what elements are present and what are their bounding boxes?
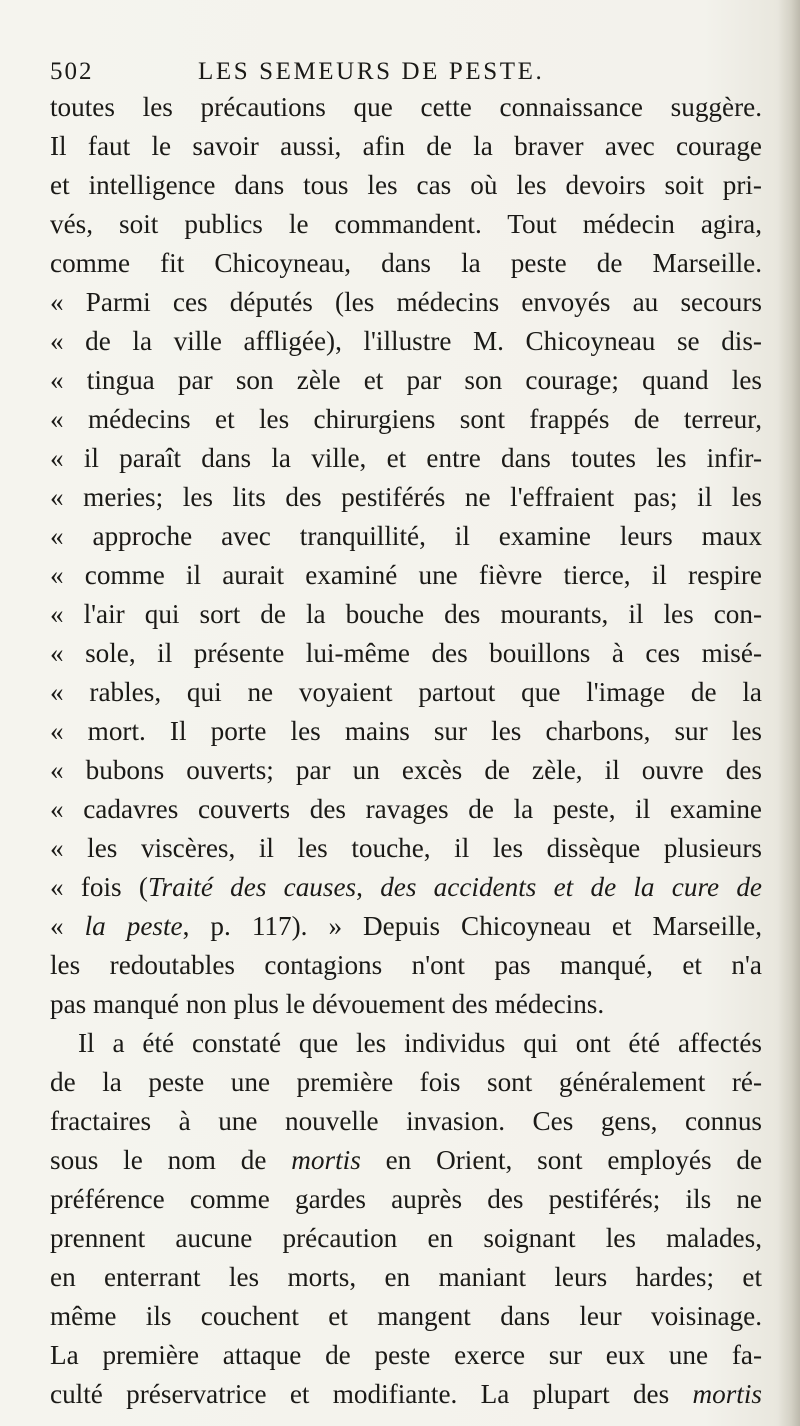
- quote-line: « meries; les lits des pestiférés ne l'effraient pas; il les: [50, 482, 762, 512]
- quote-line: « bubons ouverts; par un excès de zèle, il ouvre des: [50, 755, 762, 785]
- text-line: et intelligence dans tous les cas où les devoirs soit pri-: [50, 170, 762, 200]
- text-line: [50, 1375, 762, 1414]
- citation-separator: ,: [356, 872, 381, 902]
- citation-prefix: «: [50, 911, 85, 941]
- text-line: prennent aucune précaution en soignant les malades,: [50, 1223, 762, 1253]
- quote-line: « de la ville affligée), l'illustre M. Chicoyneau se dis-: [50, 326, 762, 356]
- citation-title: Traité des causes: [147, 872, 357, 902]
- text-line: fractaires à une nouvelle invasion. Ces gens, connus: [50, 1106, 762, 1136]
- quote-line: « Parmi ces députés (les médecins envoyés au secours: [50, 287, 762, 317]
- paragraph-start: Il a été constaté que les individus qui ont été affectés: [78, 1028, 762, 1058]
- quote-line: « l'air qui sort de la bouche des mourants, il les con-: [50, 599, 762, 629]
- quote-line: « comme il aurait examiné une fièvre tierce, il respire: [50, 560, 762, 590]
- citation-title-end: la peste: [84, 911, 183, 941]
- quote-line: « rables, qui ne voyaient partout que l'image de la: [50, 677, 762, 707]
- running-title: LES SEMEURS DE PESTE.: [198, 58, 545, 85]
- body-text: [50, 88, 762, 1414]
- text-line: en enterrant les morts, en maniant leurs hardes; et: [50, 1262, 762, 1292]
- italic-term: mortis: [291, 1145, 361, 1175]
- text-line: de la peste une première fois sont généralement ré-: [50, 1067, 762, 1097]
- text-line: préférence comme gardes auprès des pestiférés; ils ne: [50, 1184, 762, 1214]
- text-line: pas manqué non plus le dévouement des médecins.: [50, 989, 605, 1019]
- quote-line: « approche avec tranquillité, il examine leurs maux: [50, 521, 762, 551]
- page-number: 502: [50, 58, 94, 85]
- text-line: La première attaque de peste exerce sur eux une fa-: [50, 1340, 762, 1370]
- citation-title-continued: des accidents et de la cure de: [380, 872, 762, 902]
- text-line: même ils couchent et mangent dans leur voisinage.: [50, 1301, 762, 1331]
- citation-suffix: , p. 117). » Depuis Chicoyneau et Marseille,: [182, 911, 762, 941]
- page-header: [50, 58, 762, 88]
- quote-line: « sole, il présente lui-même des bouillons à ces misé-: [50, 638, 762, 668]
- text-line: toutes les précautions que cette connaissance suggère.: [50, 92, 762, 122]
- italic-term: mortis: [692, 1379, 762, 1409]
- text-line: Il faut le savoir aussi, afin de la braver avec courage: [50, 131, 762, 161]
- quote-line: « les viscères, il les touche, il les dissèque plusieurs: [50, 833, 762, 863]
- text-line: les redoutables contagions n'ont pas manqué, et n'a: [50, 950, 762, 980]
- citation-prefix: « fois (: [50, 872, 148, 902]
- quote-line: « médecins et les chirurgiens sont frappés de terreur,: [50, 404, 762, 434]
- quote-line: « mort. Il porte les mains sur les charbons, sur les: [50, 716, 762, 746]
- text-segment: culté préservatrice et modifiante. La plupart des: [50, 1379, 693, 1409]
- text-line: vés, soit publics le commandent. Tout médecin agira,: [50, 209, 762, 239]
- text-line: [50, 1141, 762, 1180]
- citation-line: [50, 868, 762, 907]
- text-segment: en Orient, sont employés de: [360, 1145, 762, 1175]
- quote-line: « cadavres couverts des ravages de la peste, il examine: [50, 794, 762, 824]
- text-segment: sous le nom de: [50, 1145, 292, 1175]
- quote-line: « il paraît dans la ville, et entre dans toutes les infir-: [50, 443, 762, 473]
- quote-line: « tingua par son zèle et par son courage; quand les: [50, 365, 762, 395]
- text-line: comme fit Chicoyneau, dans la peste de Marseille.: [50, 248, 762, 278]
- page-edge-shadow: [778, 0, 800, 1426]
- citation-line: [50, 907, 762, 946]
